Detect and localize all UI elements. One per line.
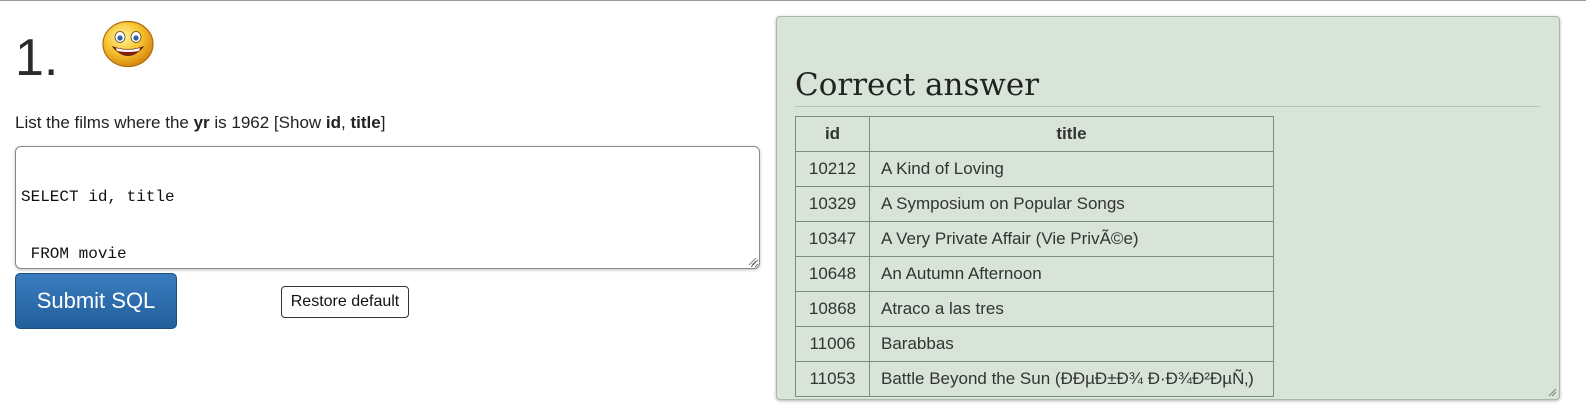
cell-id: 10329 [796, 187, 870, 222]
sql-editor[interactable] [15, 146, 760, 269]
table-row [796, 187, 1274, 222]
panel-resize-grip-icon[interactable] [1547, 387, 1557, 397]
sql-line: SELECT id, title [21, 188, 175, 206]
answer-heading: Correct answer [795, 67, 1040, 103]
table-row [796, 152, 1274, 187]
cell-title: An Autumn Afternoon [870, 257, 1274, 292]
submit-sql-button[interactable]: Submit SQL [15, 273, 177, 329]
cell-id: 10212 [796, 152, 870, 187]
cell-title: Barabbas [870, 327, 1274, 362]
column-header-id: id [796, 117, 870, 152]
cell-id: 11053 [796, 362, 870, 397]
cell-title: Battle Beyond the Sun (ÐÐµÐ±Ð¾ Ð·Ð¾Ð²ÐµÑ‚) [870, 362, 1274, 397]
field-name: yr [193, 113, 210, 132]
cell-title: Atraco a las tres [870, 292, 1274, 327]
restore-default-button[interactable]: Restore default [281, 286, 409, 318]
table-row [796, 362, 1274, 397]
cell-id: 10347 [796, 222, 870, 257]
table-row [796, 257, 1274, 292]
cell-title: A Kind of Loving [870, 152, 1274, 187]
table-header-row [796, 117, 1274, 152]
cell-id: 10648 [796, 257, 870, 292]
smiley-face-icon [101, 20, 155, 68]
top-divider [0, 0, 1586, 1]
cell-id: 10868 [796, 292, 870, 327]
resize-grip-icon[interactable] [747, 256, 757, 266]
correct-answer-panel [776, 16, 1560, 400]
column-header-title: title [870, 117, 1274, 152]
table-row [796, 327, 1274, 362]
answer-table [795, 116, 1274, 397]
cell-title: A Symposium on Popular Songs [870, 187, 1274, 222]
sql-line: FROM movie [21, 245, 127, 263]
cell-id: 11006 [796, 327, 870, 362]
table-row [796, 292, 1274, 327]
table-row [796, 222, 1274, 257]
answer-divider [795, 106, 1540, 107]
cell-title: A Very Private Affair (Vie PrivÃ©e) [870, 222, 1274, 257]
question-text: List the films where the yr is 1962 [Show id, title] [15, 113, 386, 132]
question-number: 1. [15, 29, 59, 87]
